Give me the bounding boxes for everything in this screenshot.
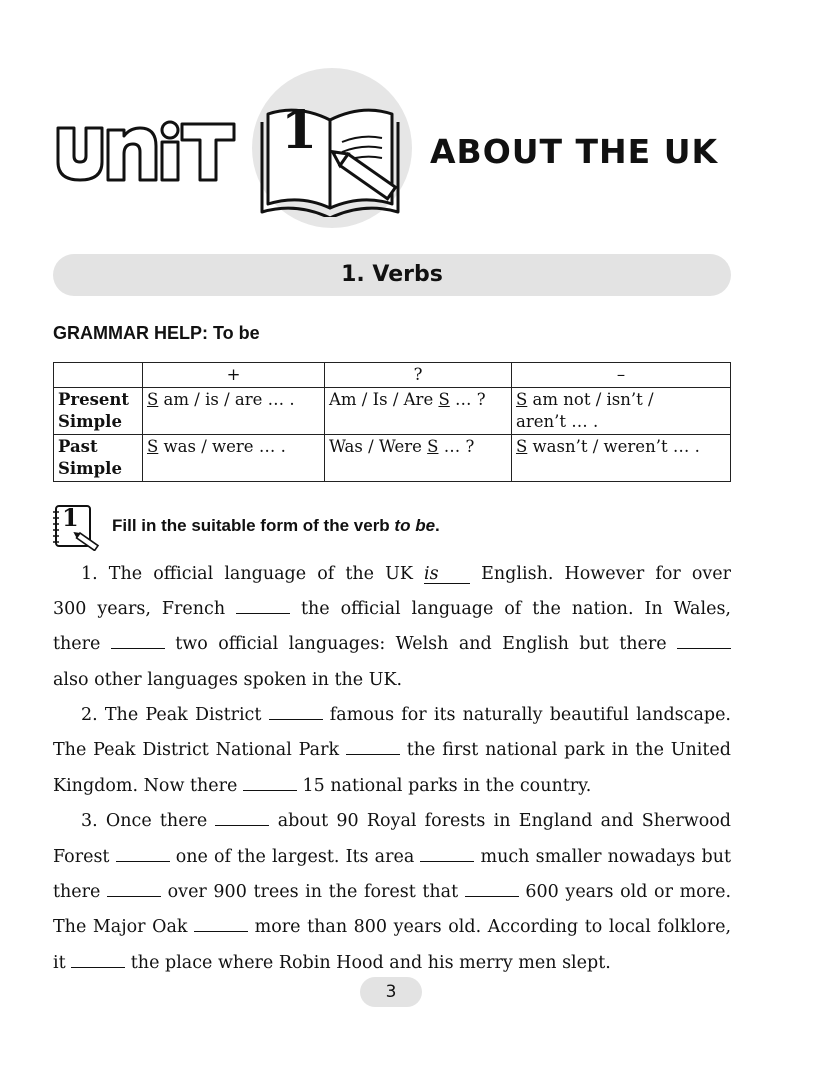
cell-text: am / is / are … . xyxy=(158,390,295,409)
answer-blank[interactable] xyxy=(269,705,323,720)
row-label-line: Past xyxy=(58,437,98,456)
line-text: one of the largest. Its area xyxy=(169,847,421,867)
instruction-text: . xyxy=(435,516,440,535)
subject-marker: S xyxy=(147,390,159,409)
line-text: famous for its naturally beautiful landscape. xyxy=(322,705,731,725)
row-label-line: Simple xyxy=(58,459,122,478)
cell-text: … ? xyxy=(449,390,486,409)
answer-blank[interactable] xyxy=(465,882,519,897)
line-text: The Major Oak xyxy=(53,917,195,937)
row-label xyxy=(54,388,143,435)
answer-blank[interactable] xyxy=(194,917,248,932)
exercise-line xyxy=(53,950,731,976)
exercise-line xyxy=(53,561,731,587)
table-cell xyxy=(143,435,325,482)
answer-blank[interactable] xyxy=(420,847,474,862)
line-text: there xyxy=(53,882,108,902)
page-number: 3 xyxy=(360,977,422,1007)
exercise-line xyxy=(53,914,731,940)
cell-text: Was / Were xyxy=(329,437,428,456)
cell-text: … ? xyxy=(438,437,475,456)
table-row xyxy=(54,435,731,482)
exercise-line xyxy=(53,844,731,870)
line-text: there xyxy=(53,634,111,654)
line-text: the official language of the nation. In Wales, xyxy=(290,599,731,619)
table-cell xyxy=(512,435,731,482)
section-title: 1. Verbs xyxy=(341,262,443,287)
table-cell xyxy=(512,388,731,435)
table-header-row xyxy=(54,363,731,388)
exercise-line xyxy=(53,737,731,763)
line-text: also other languages spoken in the UK. xyxy=(53,670,403,690)
table-cell xyxy=(143,388,325,435)
table-cell xyxy=(325,435,512,482)
exercise-line xyxy=(53,808,731,834)
unit-number: 1 xyxy=(281,100,318,161)
exercise-instruction xyxy=(112,516,440,536)
table-header-cell: + xyxy=(143,363,325,388)
line-text: Kingdom. Now there xyxy=(53,776,243,796)
answer-blank[interactable] xyxy=(677,634,731,649)
answer-blank[interactable] xyxy=(236,599,290,614)
line-text: over 900 trees in the forest that xyxy=(161,882,465,902)
line-text: The Peak District National Park xyxy=(53,740,346,760)
answer-blank[interactable] xyxy=(111,634,165,649)
instruction-emphasis: to be xyxy=(394,516,436,535)
line-text: the first national park in the United xyxy=(399,740,731,760)
answer-blank[interactable] xyxy=(116,847,170,862)
line-text: two official languages: Welsh and English but there xyxy=(164,634,677,654)
line-text: 600 years old or more. xyxy=(518,882,732,902)
line-text: English. However for over xyxy=(470,564,731,584)
line-text: 15 national parks in the country. xyxy=(296,776,592,796)
line-text: about 90 Royal forests in England and Sherwood xyxy=(269,811,731,831)
exercise-line xyxy=(53,879,731,905)
line-text: the place where Robin Hood and his merry men slept. xyxy=(125,953,611,973)
cell-text: Am / Is / Are xyxy=(329,390,439,409)
line-text: 1. The official language of the UK xyxy=(81,564,425,584)
cell-text: am not / isn’t / xyxy=(527,390,654,409)
line-text: it xyxy=(53,953,72,973)
exercise-line xyxy=(53,631,731,657)
exercise-line xyxy=(53,596,731,622)
cell-text: was / were … . xyxy=(158,437,286,456)
unit-title: ABOUT THE UK xyxy=(430,132,719,171)
row-label xyxy=(54,435,143,482)
line-text: 300 years, French xyxy=(53,599,237,619)
exercise-line xyxy=(53,667,731,693)
exercise-line xyxy=(53,702,731,728)
line-text: Forest xyxy=(53,847,116,867)
cell-text: aren’t … . xyxy=(516,412,599,431)
table-header-cell xyxy=(54,363,143,388)
line-text: more than 800 years old. According to local folklore, xyxy=(248,917,732,937)
example-answer: is xyxy=(424,565,470,584)
subject-marker: S xyxy=(427,437,439,456)
cell-text: wasn’t / weren’t … . xyxy=(527,437,700,456)
answer-blank[interactable] xyxy=(107,882,161,897)
line-text: 3. Once there xyxy=(81,811,216,831)
subject-marker: S xyxy=(516,437,528,456)
section-bar xyxy=(53,254,731,296)
subject-marker: S xyxy=(438,390,450,409)
table-header-cell: ? xyxy=(325,363,512,388)
answer-blank[interactable] xyxy=(215,811,269,826)
row-label-line: Present xyxy=(58,390,130,409)
subject-marker: S xyxy=(147,437,159,456)
table-header-cell: – xyxy=(512,363,731,388)
unit-bubble-lettering xyxy=(54,118,244,188)
subject-marker: S xyxy=(516,390,528,409)
answer-blank[interactable] xyxy=(71,953,125,968)
row-label-line: Simple xyxy=(58,412,122,431)
table-cell xyxy=(325,388,512,435)
line-text: much smaller nowadays but xyxy=(474,847,731,867)
table-row xyxy=(54,388,731,435)
line-text: 2. The Peak District xyxy=(81,705,269,725)
answer-blank[interactable] xyxy=(346,740,400,755)
exercise-number: 1 xyxy=(62,503,79,532)
answer-blank[interactable] xyxy=(243,776,297,791)
exercise-line xyxy=(53,773,731,799)
grammar-help-title: GRAMMAR HELP: To be xyxy=(53,323,260,343)
instruction-text: Fill in the suitable form of the verb xyxy=(112,516,395,535)
grammar-table xyxy=(53,362,731,482)
